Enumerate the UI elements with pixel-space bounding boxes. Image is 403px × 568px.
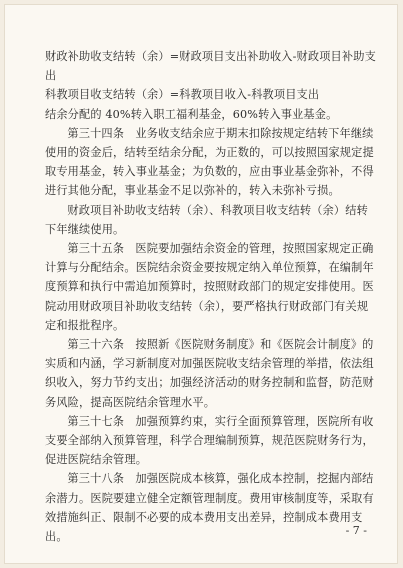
article-34-continuation: 财政项目补助收支结转（余）、科教项目收支结转（余）结转下年继续使用。 [45, 203, 368, 236]
document-body [45, 47, 377, 546]
article-36: 第三十六条 按照新《医院财务制度》和《医院会计制度》的实质和内涵，学习新制度对加强医院收支结余管理的举措，依法组织收入，努力节约支出；加强经济活动的财务控制和监督，防范财务风险，提高医院结余管理水平。 [45, 338, 374, 409]
article-34: 第三十四条 业务收支结余应于期末扣除按规定结转下年继续使用的资金后，结转至结余分配，为正数的，可以按照国家规定提取专用基金，转入事业基金；为负数的，应由事业基金弥补，不得进行其他分配，事业基金不足以弥补的，转入未弥补亏损。 [45, 126, 374, 198]
article-37: 第三十七条 加强预算约束，实行全面预算管理，医院所有收支要全部纳入预算管理，科学合理编制预算，规范医院财务行为，促进医院结余管理。 [45, 414, 374, 467]
article-35: 第三十五条 医院要加强结余资金的管理，按照国家规定正确计算与分配结余。医院结余资金要按规定纳入单位预算，在编制年度预算和执行中需追加预算时，按照财政部门的规定安排使用。医院动用财政项目补助收支结转（余），要严格执行财政部门有关规定和报批程序。 [45, 242, 374, 332]
formula-science-education: 科教项目收支结转（余）=科教项目收入-科教项目支出 [45, 88, 320, 102]
document-page [4, 4, 398, 564]
surplus-distribution-note: 结余分配的 40%转入职工福利基金，60%转入事业基金。 [45, 107, 338, 121]
page-number: - 7 - [345, 524, 367, 537]
article-38: 第三十八条 加强医院成本核算，强化成本控制，挖掘内部结余潜力。医院要建立健全定额管理制度。费用审核制度等，采取有效措施纠正、限制不必要的成本费用支出差异，控制成本费用支出。 [45, 472, 374, 544]
formula-financial-subsidy: 财政补助收支结转（余）=财政项目支出补助收入-财政项目补助支出 [45, 50, 376, 83]
